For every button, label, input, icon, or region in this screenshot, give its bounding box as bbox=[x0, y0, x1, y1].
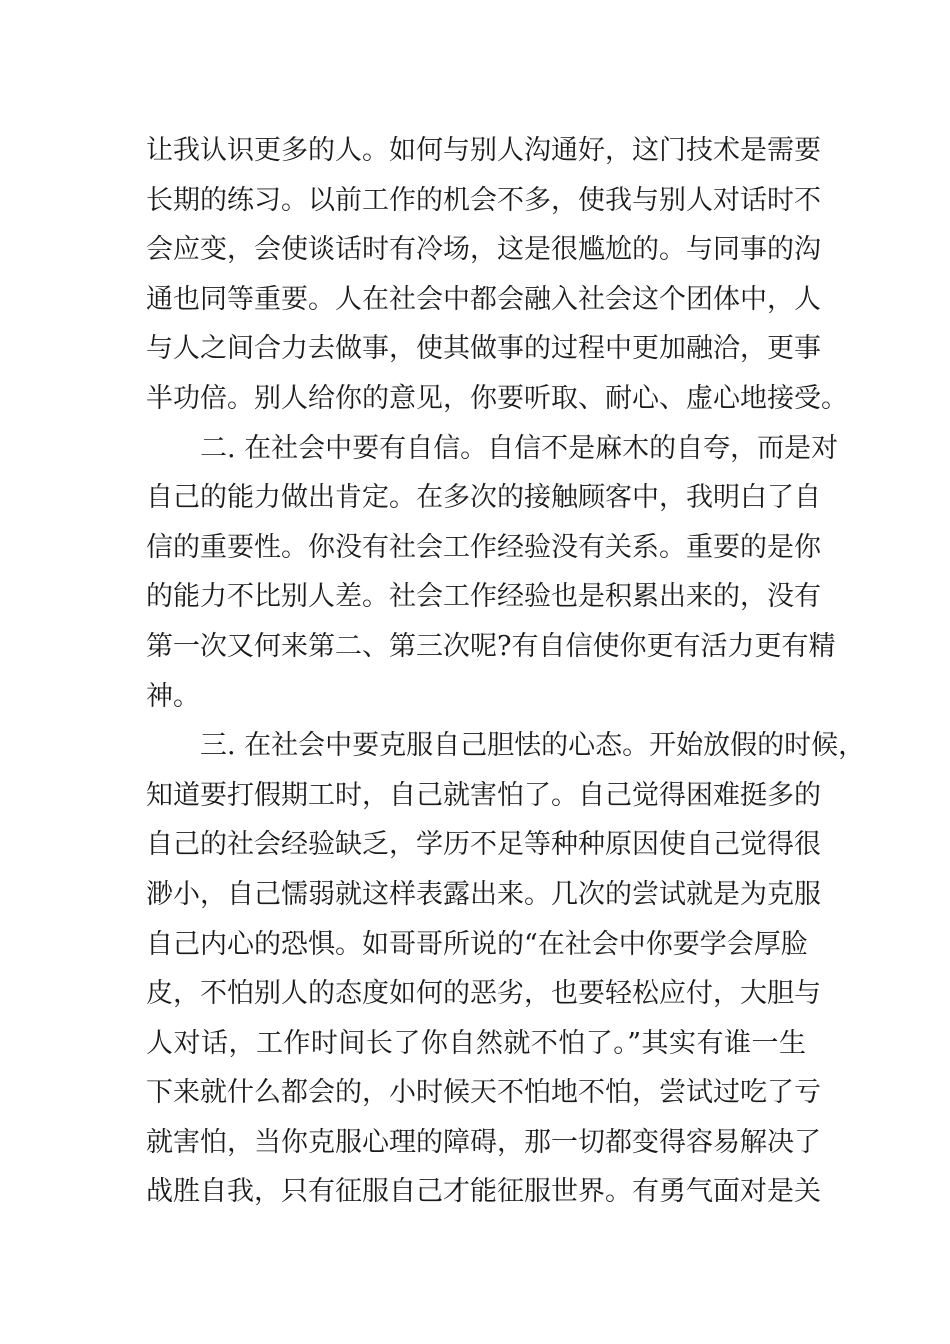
text-line: 自己的能力做出肯定。在多次的接触顾客中，我明白了自 bbox=[146, 482, 821, 514]
text-line: 自己的社会经验缺乏，学历不足等种种原因使自己觉得很 bbox=[146, 829, 821, 861]
text-line: 知道要打假期工时，自己就害怕了。自己觉得困难挺多的 bbox=[146, 779, 821, 811]
text-line: 自己内心的恐惧。如哥哥所说的“在社会中你要学会厚脸 bbox=[146, 928, 808, 960]
text-line: 皮，不怕别人的态度如何的恶劣，也要轻松应付，大胆与 bbox=[146, 978, 821, 1010]
text-line: 半功倍。别人给你的意见，你要听取、耐心、虚心地接受。 bbox=[146, 382, 848, 414]
text-line: 会应变，会使谈话时有冷场，这是很尴尬的。与同事的沟 bbox=[146, 234, 821, 266]
text-line: 让我认识更多的人。如何与别人沟通好，这门技术是需要 bbox=[146, 135, 821, 166]
text-line: 长期的练习。以前工作的机会不多，使我与别人对话时不 bbox=[146, 184, 821, 216]
paragraph-1 bbox=[146, 126, 848, 424]
text-line: 渺小，自己懦弱就这样表露出来。几次的尝试就是为克服 bbox=[146, 878, 821, 910]
text-line: 三. 在社会中要克服自己胆怯的心态。开始放假的时候， bbox=[200, 730, 866, 762]
document-body bbox=[146, 126, 866, 1217]
paragraph-3 bbox=[146, 721, 866, 1217]
text-line: 的能力不比别人差。社会工作经验也是积累出来的，没有 bbox=[146, 581, 821, 613]
text-line: 战胜自我，只有征服自己才能征服世界。有勇气面对是关 bbox=[146, 1176, 821, 1208]
text-line: 二. 在社会中要有自信。自信不是麻木的自夸，而是对 bbox=[200, 432, 839, 464]
text-line: 就害怕，当你克服心理的障碍，那一切都变得容易解决了 bbox=[146, 1126, 821, 1158]
text-line: 下来就什么都会的，小时候天不怕地不怕，尝试过吃了亏 bbox=[146, 1077, 821, 1109]
text-line: 信的重要性。你没有社会工作经验没有关系。重要的是你 bbox=[146, 531, 821, 563]
text-line: 神。 bbox=[146, 680, 200, 712]
text-line: 第一次又何来第二、第三次呢?有自信使你更有活力更有精 bbox=[146, 630, 836, 662]
text-line: 通也同等重要。人在社会中都会融入社会这个团体中，人 bbox=[146, 283, 821, 315]
text-line: 与人之间合力去做事，使其做事的过程中更加融洽，更事 bbox=[146, 333, 821, 365]
text-line: 人对话，工作时间长了你自然就不怕了。”其实有谁一生 bbox=[146, 1027, 806, 1059]
paragraph-2 bbox=[146, 424, 839, 722]
